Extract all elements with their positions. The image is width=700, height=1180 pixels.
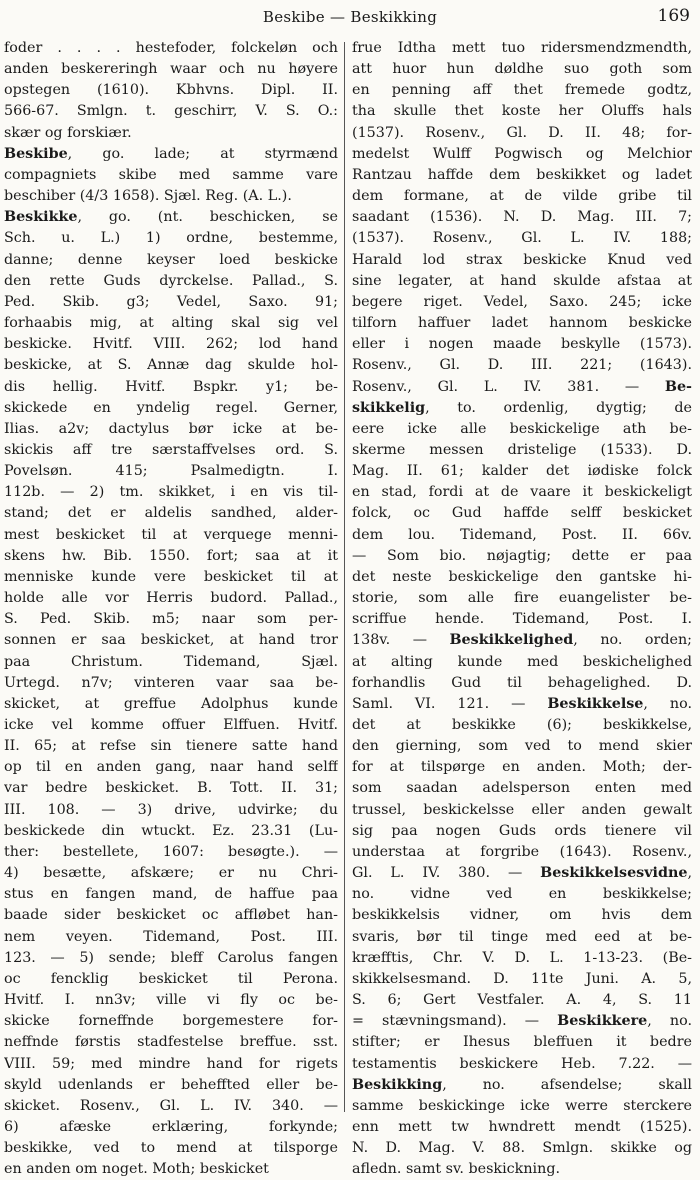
text-line: tha skulle thet koste her Oluffs hals	[352, 103, 692, 120]
text-line: S. 6; Gert Vestfaler. A. 4, S. 11	[352, 992, 692, 1009]
text-line: compagniets skibe med samme vare	[4, 166, 338, 183]
text-line: N. D. Mag. V. 88. Smlgn. skikke og	[352, 1140, 692, 1157]
running-head-title: Beskibe — Beskikking	[262, 8, 438, 26]
text-line: enn mett tw hwndrett mendt (1525).	[352, 1118, 692, 1135]
text-line: skickede en yndelig regel. Gerner,	[4, 399, 338, 416]
text-line: dem lou. Tidemand, Post. II. 66v.	[352, 526, 692, 543]
text-line: 6) afæske erklæring, forkynde;	[4, 1118, 338, 1135]
page-number: 169	[657, 6, 690, 26]
text-line: Beskibe, go. lade; at styrmænd	[4, 145, 338, 162]
text-line: Beskikking, no. afsendelse; skall	[352, 1076, 692, 1093]
text-line: eere icke alle beskickelige ath be-	[352, 420, 692, 437]
text-line: beskikkelsis vidner, om hvis dem	[352, 907, 692, 924]
text-line: trussel, beskickelsse eller anden gewalt	[352, 801, 692, 818]
text-line: op til en anden gang, naar hand selff	[4, 759, 338, 776]
text-line: 566-67. Smlgn. t. geschirr, V. S. O.:	[4, 103, 338, 120]
text-line: ther: bestellete, 1607: besøgte.). —	[4, 843, 338, 860]
text-line: mest beskicket til at verquege menni-	[4, 526, 338, 543]
text-line: dem formane, at de vilde gribe til	[352, 188, 692, 205]
text-line: neffnde førstis stadfestelse breffue. sst.	[4, 1034, 338, 1051]
text-line: Rosenv., Gl. L. IV. 381. — Be-	[352, 378, 692, 395]
text-line: Beskikke, go. (nt. beschicken, se	[4, 209, 338, 226]
text-line: III. 108. — 3) drive, udvirke; du	[4, 801, 338, 818]
text-line: at alting kunde med beskichelighed	[352, 653, 692, 670]
text-line: VIII. 59; med mindre hand for rigets	[4, 1055, 338, 1072]
text-line: Sch. u. L.) 1) ordne, bestemme,	[4, 230, 338, 247]
text-line: for at tilspørge en anden. Moth; der-	[352, 759, 692, 776]
text-line: beschiber (4/3 1658). Sjæl. Reg. (A. L.).	[4, 188, 292, 205]
text-line: sig paa nogen Guds ords tienere vil	[352, 822, 692, 839]
text-line: anden beskereringh waar och nu høyere	[4, 61, 338, 78]
text-line: testamentis beskickere Heb. 7.22. —	[352, 1055, 692, 1072]
text-line: II. 65; at refse sin tienere satte hand	[4, 738, 338, 755]
text-line: sonnen er saa beskicket, at hand tror	[4, 632, 338, 649]
text-line: foder . . . . hestefoder, folckeløn och	[4, 40, 338, 56]
text-line: skens hw. Bib. 1550. fort; saa at it	[4, 547, 338, 564]
text-line: var bedre beskicket. B. Tott. II. 31;	[4, 780, 338, 797]
text-line: Harald lod strax beskicke Knud ved	[352, 251, 692, 268]
text-line: skikkelsesmand. D. 11te Juni. A. 5,	[352, 970, 692, 987]
page-header	[0, 2, 700, 30]
text-line: beskickede din wtuckt. Ez. 23.31 (Lu-	[4, 822, 338, 839]
text-line: storie, som alle fire euangelister be-	[352, 590, 692, 607]
text-line: skikkelig, to. ordenlig, dygtig; de	[352, 399, 692, 416]
text-line: medelst Wulff Pogwisch og Melchior	[352, 145, 692, 162]
text-line: eller i nogen maade beskylle (1573).	[352, 336, 692, 353]
text-line: menniske kunde vere beskicket til at	[4, 568, 338, 585]
text-line: folck, oc Gud haffde selff beskicket	[352, 505, 692, 522]
text-line: nem veyen. Tidemand, Post. III.	[4, 928, 338, 945]
text-line: danne; denne keyser loed beskicke	[4, 251, 338, 268]
text-line: (1537). Rosenv., Gl. D. II. 48; for-	[352, 124, 692, 141]
text-line: skicket. Rosenv., Gl. L. IV. 340. —	[4, 1097, 338, 1114]
text-line: stus en fangen mand, de haffue paa	[4, 886, 338, 903]
text-line: sine legater, at hand skulde afstaa at	[352, 272, 692, 289]
text-line: saadant (1536). N. D. Mag. III. 7;	[352, 209, 692, 226]
text-line: Rantzau haffde dem beskikket og ladet	[352, 166, 692, 183]
text-line: skicket, at greffue Adolphus kunde	[4, 695, 338, 712]
text-line: forhandlis Gud til behagelighed. D.	[352, 674, 692, 691]
text-line: — Som bio. nøjagtig; dette er paa	[352, 547, 692, 564]
text-line: det neste beskickelige den gantske hi-	[352, 568, 692, 585]
text-line: oc fencklig beskicket til Perona.	[4, 970, 338, 987]
text-line: Saml. VI. 121. — Beskikkelse, no.	[352, 695, 692, 712]
text-line: en penning aff thet fremede godtz,	[352, 82, 692, 99]
text-line: det at beskikke (6); beskikkelse,	[352, 717, 692, 733]
text-line: att huor hun døldhe suo goth som	[352, 61, 692, 78]
text-line: frue Idtha mett tuo ridersmendzmendth,	[352, 40, 692, 56]
text-line: den rette Guds dyrckelse. Pallad., S.	[4, 272, 338, 289]
text-line: kræfftis, Chr. V. D. L. 1-13-23. (Be-	[352, 949, 692, 966]
text-line: Ilias. a2v; dactylus bør icke at be-	[4, 420, 338, 437]
right-column	[352, 38, 692, 1180]
text-line: skickis aff tre særstaffvelses ord. S.	[4, 441, 338, 458]
text-line: afledn. samt sv. beskickning.	[352, 1161, 561, 1178]
text-line: Gl. L. IV. 380. — Beskikkelsesvidne,	[352, 865, 692, 882]
text-line: 138v. — Beskikkelighed, no. orden;	[352, 632, 692, 649]
text-line: no. vidne ved en beskikkelse;	[352, 886, 692, 903]
text-line: begere riget. Vedel, Saxo. 245; icke	[352, 293, 692, 310]
text-line: beskicke, at S. Annæ dag skulde hol-	[4, 357, 338, 374]
text-line: skicke forneffnde borgemestere for-	[4, 1013, 338, 1030]
text-line: scriffue hende. Tidemand, Post. I.	[352, 611, 692, 628]
text-line: 4) besætte, afskære; er nu Chri-	[4, 865, 338, 882]
text-line: dis hellig. Hvitf. Bspkr. y1; be-	[4, 378, 338, 395]
text-line: (1537). Rosenv., Gl. L. IV. 188;	[352, 230, 692, 247]
text-line: understaa at forgribe (1643). Rosenv.,	[352, 843, 692, 860]
text-line: stifter; er Ihesus bleffuen it bedre	[352, 1034, 692, 1051]
left-column	[4, 38, 338, 1180]
text-line: den gierning, som ved to mend skier	[352, 738, 692, 755]
text-line: Mag. II. 61; kalder det iødiske folck	[352, 463, 692, 480]
text-line: Rosenv., Gl. D. III. 221; (1643).	[352, 357, 692, 374]
text-line: skerme messen dristelige (1533). D.	[352, 441, 692, 458]
text-line: icke vel komme offuer Elffuen. Hvitf.	[4, 717, 338, 733]
text-line: en anden om noget. Moth; beskicket	[4, 1161, 269, 1178]
text-line: Urtegd. n7v; vinteren vaar saa be-	[4, 674, 338, 691]
text-line: tilforn haffuer ladet hannom beskicke	[352, 315, 692, 332]
text-line: Ped. Skib. g3; Vedel, Saxo. 91;	[4, 293, 338, 310]
text-line: Hvitf. I. nn3v; ville vi fly oc be-	[4, 992, 338, 1009]
text-line: Povelsøn. 415; Psalmedigtn. I.	[4, 463, 338, 480]
text-line: holde alle vor Herris budord. Pallad.,	[4, 590, 338, 607]
text-line: 123. — 5) sende; bleff Carolus fangen	[4, 949, 338, 966]
column-divider	[344, 42, 345, 1112]
text-line: samme beskickinge icke werre sterckere	[352, 1097, 692, 1114]
text-line: S. Ped. Skib. m5; naar som per-	[4, 611, 338, 628]
text-line: skær og forskiær.	[4, 124, 132, 141]
text-line: skyld udenlands er beheffted eller be-	[4, 1076, 338, 1093]
text-line: baade sider beskicket oc affløbet han-	[4, 907, 338, 924]
text-line: 112b. — 2) tm. skikket, i en vis til-	[4, 484, 338, 501]
text-line: en stad, fordi at de vaare it beskickeligt	[352, 484, 692, 501]
text-line: forhaabis mig, at alting skal sig vel	[4, 315, 338, 332]
text-line: opstegen (1610). Kbhvns. Dipl. II.	[4, 82, 338, 99]
text-line: = stævningsmand). — Beskikkere, no.	[352, 1013, 692, 1030]
text-line: paa Christum. Tidemand, Sjæl.	[4, 653, 338, 670]
text-line: svaris, bør til tinge med eed at be-	[352, 928, 692, 945]
text-line: beskicke. Hvitf. VIII. 262; lod hand	[4, 336, 338, 353]
text-line: som saadan adelsperson enten med	[352, 780, 692, 797]
text-line: beskikke, ved to mend at tilsporge	[4, 1140, 338, 1157]
text-line: stand; det er aldelis sandhed, alder-	[4, 505, 338, 522]
